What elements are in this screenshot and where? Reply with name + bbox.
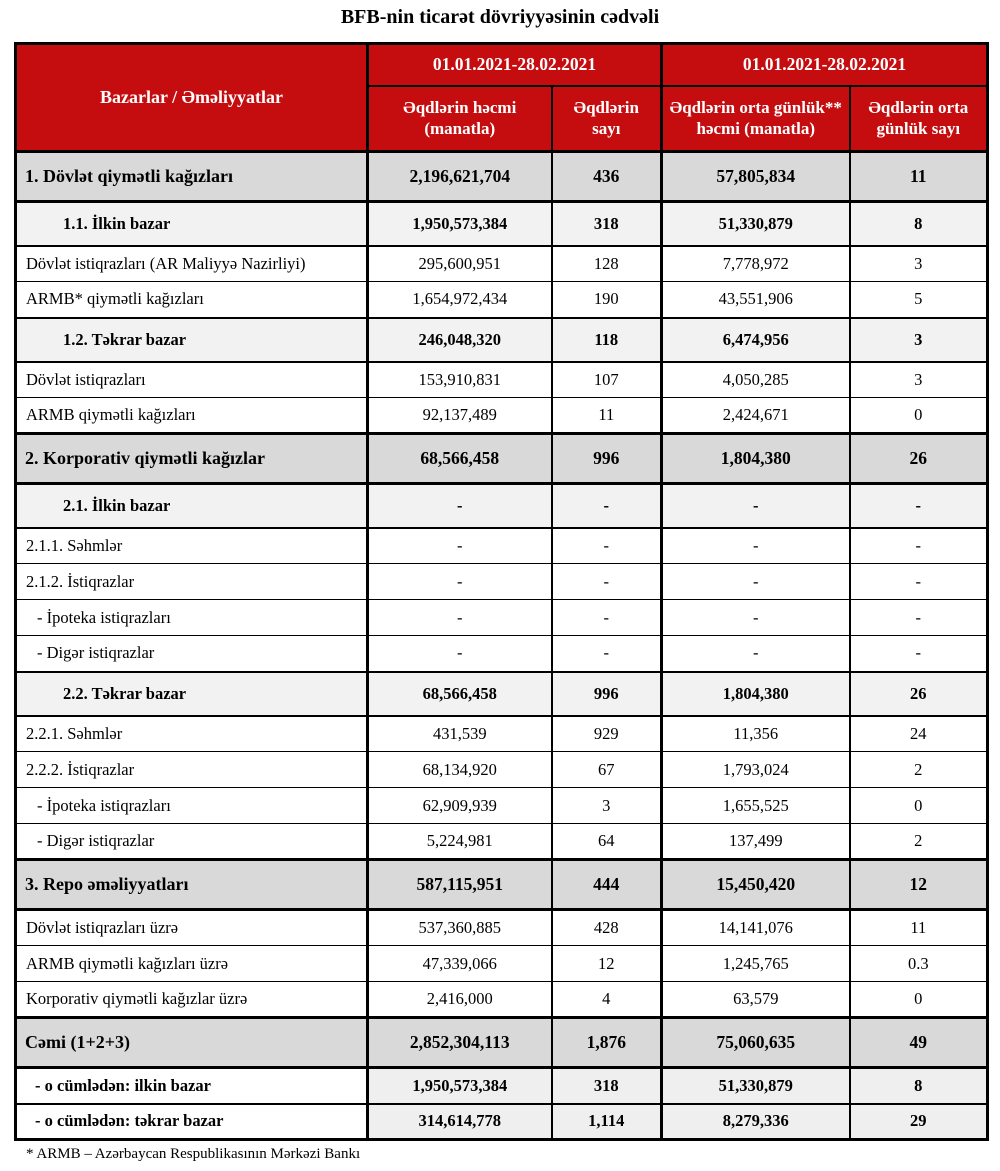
value-cell: 24 xyxy=(850,716,988,752)
table-row xyxy=(16,1104,988,1140)
table-body xyxy=(16,152,988,1140)
row-label-cell: Dövlət istiqrazları (AR Maliyyə Nazirliyi) xyxy=(16,246,368,282)
value-cell: - xyxy=(662,484,850,528)
row-label-cell: 1. Dövlət qiymətli kağızları xyxy=(16,152,368,202)
row-label-cell: ARMB qiymətli kağızları üzrə xyxy=(16,946,368,982)
value-cell: 295,600,951 xyxy=(368,246,552,282)
row-label-cell: 2.2. Təkrar bazar xyxy=(16,672,368,716)
value-cell: 7,778,972 xyxy=(662,246,850,282)
value-cell: 190 xyxy=(552,282,662,318)
row-label-cell: 2.2.2. İstiqrazlar xyxy=(16,752,368,788)
value-cell: 12 xyxy=(552,946,662,982)
row-label-cell: - Digər istiqrazlar xyxy=(16,636,368,672)
value-cell: 2,852,304,113 xyxy=(368,1018,552,1068)
row-label-cell: - İpoteka istiqrazları xyxy=(16,788,368,824)
value-cell: - xyxy=(850,484,988,528)
table-header xyxy=(16,44,988,152)
value-cell: 1,950,573,384 xyxy=(368,202,552,246)
value-cell: - xyxy=(662,600,850,636)
header-group-row xyxy=(16,44,988,86)
row-label-cell: 2. Korporativ qiymətli kağızlar xyxy=(16,434,368,484)
value-cell: - xyxy=(368,484,552,528)
value-cell: 5,224,981 xyxy=(368,824,552,860)
value-cell: - xyxy=(552,528,662,564)
value-cell: - xyxy=(368,528,552,564)
value-cell: 67 xyxy=(552,752,662,788)
row-label-cell: Dövlət istiqrazları üzrə xyxy=(16,910,368,946)
table-row xyxy=(16,982,988,1018)
value-cell: 1,245,765 xyxy=(662,946,850,982)
value-cell: 2,416,000 xyxy=(368,982,552,1018)
table-row xyxy=(16,824,988,860)
value-cell: 1,114 xyxy=(552,1104,662,1140)
trade-turnover-table xyxy=(14,42,989,1141)
value-cell: 436 xyxy=(552,152,662,202)
value-cell: 4 xyxy=(552,982,662,1018)
value-cell: 68,566,458 xyxy=(368,434,552,484)
value-cell: 1,804,380 xyxy=(662,434,850,484)
table-row xyxy=(16,672,988,716)
value-cell: 996 xyxy=(552,434,662,484)
value-cell: 3 xyxy=(850,246,988,282)
value-cell: 153,910,831 xyxy=(368,362,552,398)
value-cell: 996 xyxy=(552,672,662,716)
table-row xyxy=(16,788,988,824)
row-label-cell: Dövlət istiqrazları xyxy=(16,362,368,398)
table-row xyxy=(16,398,988,434)
value-cell: 26 xyxy=(850,434,988,484)
value-cell: 12 xyxy=(850,860,988,910)
table-row xyxy=(16,1068,988,1104)
value-cell: 3 xyxy=(850,318,988,362)
value-cell: 0 xyxy=(850,788,988,824)
value-cell: - xyxy=(552,484,662,528)
row-label-cell: - Digər istiqrazlar xyxy=(16,824,368,860)
value-cell: - xyxy=(662,528,850,564)
row-label-cell: ARMB qiymətli kağızları xyxy=(16,398,368,434)
value-cell: 137,499 xyxy=(662,824,850,860)
row-label-cell: 1.1. İlkin bazar xyxy=(16,202,368,246)
column-header-avg-volume: Əqdlərin orta günlük** həcmi (manatla) xyxy=(662,86,850,152)
value-cell: 3 xyxy=(850,362,988,398)
value-cell: 29 xyxy=(850,1104,988,1140)
table-row xyxy=(16,716,988,752)
table-row xyxy=(16,318,988,362)
value-cell: 246,048,320 xyxy=(368,318,552,362)
row-label-cell: 2.1.1. Səhmlər xyxy=(16,528,368,564)
table-row xyxy=(16,528,988,564)
value-cell: 11 xyxy=(850,152,988,202)
value-cell: 2 xyxy=(850,752,988,788)
table-row xyxy=(16,636,988,672)
value-cell: 1,876 xyxy=(552,1018,662,1068)
period-group-header-1: 01.01.2021-28.02.2021 xyxy=(368,44,662,86)
value-cell: - xyxy=(662,564,850,600)
value-cell: 1,950,573,384 xyxy=(368,1068,552,1104)
column-header-count: Əqdlərin sayı xyxy=(552,86,662,152)
value-cell: - xyxy=(368,636,552,672)
value-cell: 2,424,671 xyxy=(662,398,850,434)
value-cell: 3 xyxy=(552,788,662,824)
value-cell: - xyxy=(850,600,988,636)
value-cell: 2,196,621,704 xyxy=(368,152,552,202)
table-row xyxy=(16,860,988,910)
row-label-cell: - o cümlədən: təkrar bazar xyxy=(16,1104,368,1140)
value-cell: - xyxy=(850,564,988,600)
column-header-volume: Əqdlərin həcmi (manatla) xyxy=(368,86,552,152)
value-cell: 8,279,336 xyxy=(662,1104,850,1140)
table-row xyxy=(16,946,988,982)
value-cell: 68,134,920 xyxy=(368,752,552,788)
value-cell: 11 xyxy=(850,910,988,946)
value-cell: 92,137,489 xyxy=(368,398,552,434)
value-cell: - xyxy=(368,564,552,600)
value-cell: 51,330,879 xyxy=(662,1068,850,1104)
row-label-cell: 2.1. İlkin bazar xyxy=(16,484,368,528)
row-label-cell: 2.1.2. İstiqrazlar xyxy=(16,564,368,600)
table-row xyxy=(16,152,988,202)
value-cell: 1,804,380 xyxy=(662,672,850,716)
value-cell: 0.3 xyxy=(850,946,988,982)
value-cell: 6,474,956 xyxy=(662,318,850,362)
value-cell: 4,050,285 xyxy=(662,362,850,398)
value-cell: 587,115,951 xyxy=(368,860,552,910)
footnote: * ARMB – Azərbaycan Respublikasının Mərkəzi Bankı xyxy=(26,1146,361,1162)
value-cell: - xyxy=(552,600,662,636)
table-row xyxy=(16,1018,988,1068)
value-cell: 318 xyxy=(552,202,662,246)
table-row xyxy=(16,564,988,600)
row-label-cell: 1.2. Təkrar bazar xyxy=(16,318,368,362)
value-cell: 128 xyxy=(552,246,662,282)
value-cell: - xyxy=(368,600,552,636)
value-cell: 0 xyxy=(850,398,988,434)
value-cell: 318 xyxy=(552,1068,662,1104)
value-cell: 8 xyxy=(850,202,988,246)
value-cell: - xyxy=(850,636,988,672)
value-cell: 57,805,834 xyxy=(662,152,850,202)
value-cell: 68,566,458 xyxy=(368,672,552,716)
value-cell: 62,909,939 xyxy=(368,788,552,824)
row-label-cell: 3. Repo əməliyyatları xyxy=(16,860,368,910)
value-cell: 1,654,972,434 xyxy=(368,282,552,318)
value-cell: 0 xyxy=(850,982,988,1018)
value-cell: - xyxy=(662,636,850,672)
table-row xyxy=(16,362,988,398)
value-cell: 64 xyxy=(552,824,662,860)
value-cell: - xyxy=(552,564,662,600)
value-cell: 49 xyxy=(850,1018,988,1068)
row-label-cell: Cəmi (1+2+3) xyxy=(16,1018,368,1068)
value-cell: - xyxy=(552,636,662,672)
value-cell: 11 xyxy=(552,398,662,434)
row-label-cell: 2.2.1. Səhmlər xyxy=(16,716,368,752)
value-cell: 537,360,885 xyxy=(368,910,552,946)
value-cell: 444 xyxy=(552,860,662,910)
value-cell: 51,330,879 xyxy=(662,202,850,246)
value-cell: 107 xyxy=(552,362,662,398)
value-cell: 2 xyxy=(850,824,988,860)
table-row xyxy=(16,282,988,318)
table-row xyxy=(16,484,988,528)
value-cell: 8 xyxy=(850,1068,988,1104)
row-label-cell: - İpoteka istiqrazları xyxy=(16,600,368,636)
page-title: BFB-nin ticarət dövriyyəsinin cədvəli xyxy=(340,6,660,28)
value-cell: 43,551,906 xyxy=(662,282,850,318)
value-cell: 428 xyxy=(552,910,662,946)
row-label-cell: - o cümlədən: ilkin bazar xyxy=(16,1068,368,1104)
column-header-avg-count: Əqdlərin orta günlük sayı xyxy=(850,86,988,152)
value-cell: 1,655,525 xyxy=(662,788,850,824)
value-cell: - xyxy=(850,528,988,564)
value-cell: 118 xyxy=(552,318,662,362)
table-row xyxy=(16,600,988,636)
value-cell: 11,356 xyxy=(662,716,850,752)
period-group-header-2: 01.01.2021-28.02.2021 xyxy=(662,44,988,86)
table-row xyxy=(16,910,988,946)
value-cell: 431,539 xyxy=(368,716,552,752)
row-label-cell: ARMB* qiymətli kağızları xyxy=(16,282,368,318)
table-row xyxy=(16,434,988,484)
value-cell: 5 xyxy=(850,282,988,318)
row-label-cell: Korporativ qiymətli kağızlar üzrə xyxy=(16,982,368,1018)
table-row xyxy=(16,752,988,788)
value-cell: 47,339,066 xyxy=(368,946,552,982)
value-cell: 1,793,024 xyxy=(662,752,850,788)
value-cell: 63,579 xyxy=(662,982,850,1018)
table-row xyxy=(16,202,988,246)
value-cell: 26 xyxy=(850,672,988,716)
value-cell: 314,614,778 xyxy=(368,1104,552,1140)
value-cell: 75,060,635 xyxy=(662,1018,850,1068)
corner-header-cell: Bazarlar / Əməliyyatlar xyxy=(16,44,368,152)
value-cell: 929 xyxy=(552,716,662,752)
value-cell: 15,450,420 xyxy=(662,860,850,910)
value-cell: 14,141,076 xyxy=(662,910,850,946)
table-row xyxy=(16,246,988,282)
